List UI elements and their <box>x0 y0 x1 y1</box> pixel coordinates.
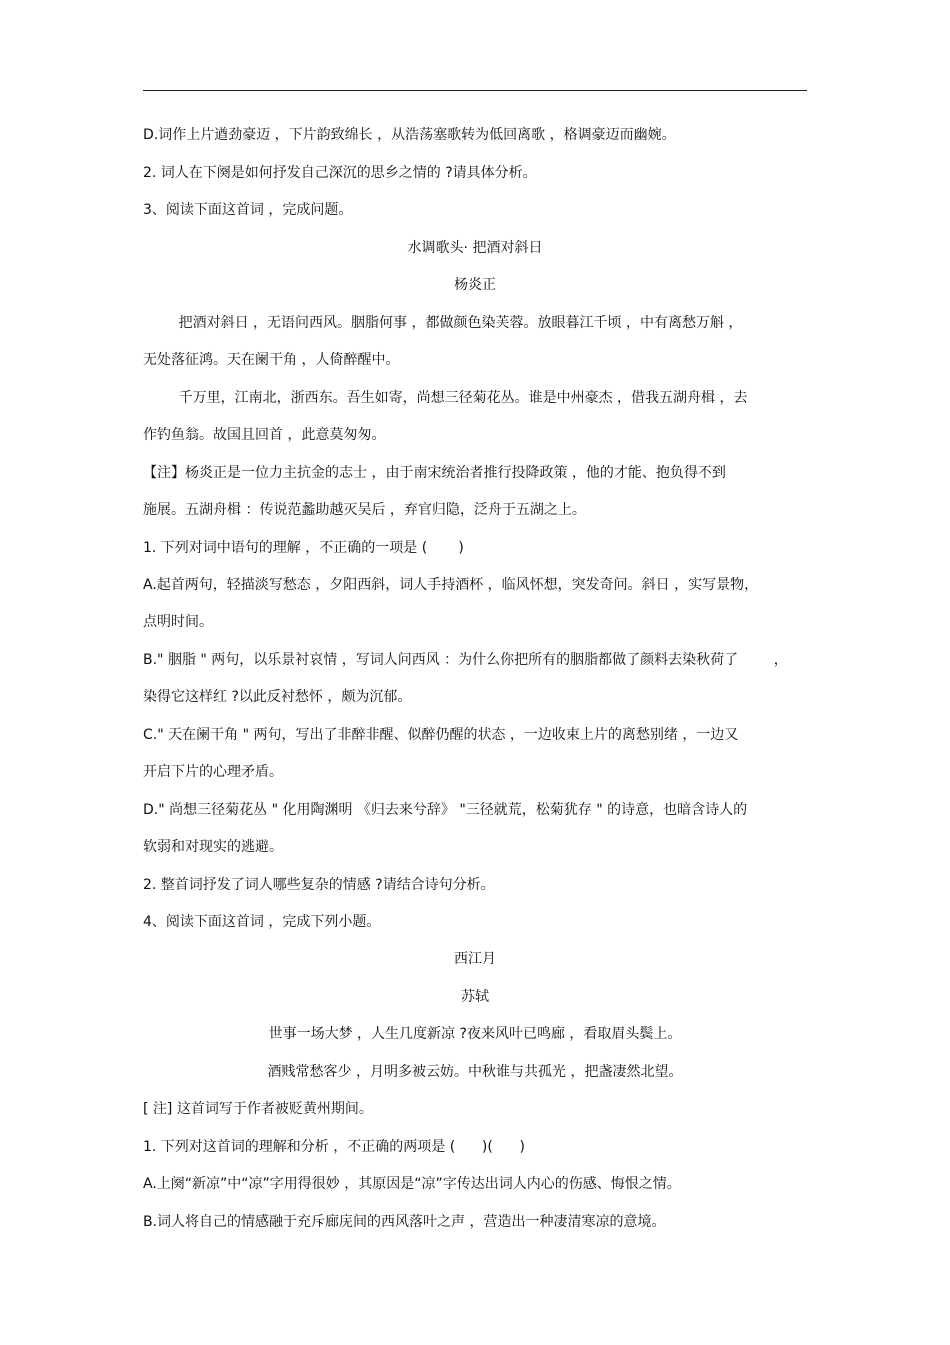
header-rule <box>143 90 807 91</box>
poem-2-line-2: 酒贱常愁客少 ，月明多被云妨。中秋谁与共孤光 ，把盏凄然北望。 <box>267 1064 683 1080</box>
poem-1-line-1: 把酒对斜日 ，无语问西风。胭脂何事 ，都做颜色染芙蓉。放眼暮江千顷 ，中有离愁万斛 ， <box>143 315 743 331</box>
question-3-2: 2. 整首词抒发了词人哪些复杂的情感 ?请结合诗句分析。 <box>143 877 495 893</box>
poem-1-line-3: 千万里，江南北，浙西东。吾生如寄，尚想三径菊花丛。谁是中州豪杰 ，借我五湖舟楫 ，去 <box>143 390 748 406</box>
question-4-1: 1. 下列对这首词的理解和分析 ，不正确的两项是 ( )( ) <box>143 1139 525 1155</box>
note-1-line-2: 施展。五湖舟楫 ：传说范蠡助越灭吴后 ，弃官归隐，泛舟于五湖之上。 <box>143 502 586 518</box>
note-1-line-1: 【注】杨炎正是一位力主抗金的志士 ，由于南宋统治者推行投降政策 ，他的才能、抱负得不到 <box>143 465 726 481</box>
section-4-intro: 4、阅读下面这首词 ，完成下列小题。 <box>143 914 381 930</box>
option-a-line-2: 点明时间。 <box>143 614 213 630</box>
option-b-line-1: B." 胭脂 " 两句，以乐景衬哀情 ，写词人问西风 ：为什么你把所有的胭脂都做了颜料去染秋荷了 ， <box>143 652 788 668</box>
option-a-line-1: A.起首两句，轻描淡写愁态 ，夕阳西斜，词人手持酒杯 ，临风怀想，突发奇问。斜日 ，实写景物， <box>143 577 759 593</box>
poem-2-line-1: 世事一场大梦 ，人生几度新凉 ?夜来风叶已鸣廊 ，看取眉头鬓上。 <box>268 1026 682 1042</box>
poem-1-line-2: 无处落征鸿。天在阑干角 ，人倚醉醒中。 <box>143 352 400 368</box>
note-2: [ 注] 这首词写于作者被贬黄州期间。 <box>143 1101 373 1117</box>
poem-1-line-4: 作钓鱼翁。故国且回首 ，此意莫匆匆。 <box>143 427 386 443</box>
option-d-prev: D.词作上片遒劲豪迈 ，下片韵致绵长 ，从浩荡塞歌转为低回离歌 ，格调豪迈而幽婉。 <box>143 127 676 143</box>
option-4-a: A.上阕“新凉”中“凉”字用得很妙 ，其原因是“凉”字传达出词人内心的伤感、悔恨之情。 <box>143 1176 681 1192</box>
section-3-intro: 3、阅读下面这首词 ，完成问题。 <box>143 202 353 218</box>
option-c-line-1: C." 天在阑干角 " 两句，写出了非醉非醒、似醉仍醒的状态 ，一边收束上片的离愁别绪 ，一边又 <box>143 727 739 743</box>
poem-author-2: 苏轼 <box>461 989 489 1005</box>
option-d-line-2: 软弱和对现实的逃避。 <box>143 839 283 855</box>
poem-author-1: 杨炎正 <box>454 277 496 293</box>
option-b-line-2: 染得它这样红 ?以此反衬愁怀 ，颇为沉郁。 <box>143 689 412 705</box>
option-4-b: B.词人将自己的情感融于充斥廊庑间的西风落叶之声 ，营造出一种凄清寒凉的意境。 <box>143 1214 666 1230</box>
question-2-prev: 2. 词人在下阕是如何抒发自己深沉的思乡之情的 ?请具体分析。 <box>143 165 537 181</box>
poem-title-1: 水调歌头· 把酒对斜日 <box>407 240 543 256</box>
poem-title-2: 西江月 <box>454 951 496 967</box>
option-d-line-1: D." 尚想三径菊花丛 " 化用陶渊明 《归去来兮辞》 "三径就荒，松菊犹存 " 的诗意，也暗含诗人的 <box>143 802 748 818</box>
option-c-line-2: 开启下片的心理矛盾。 <box>143 764 283 780</box>
question-3-1: 1. 下列对词中语句的理解 ，不正确的一项是 ( ) <box>143 540 464 556</box>
